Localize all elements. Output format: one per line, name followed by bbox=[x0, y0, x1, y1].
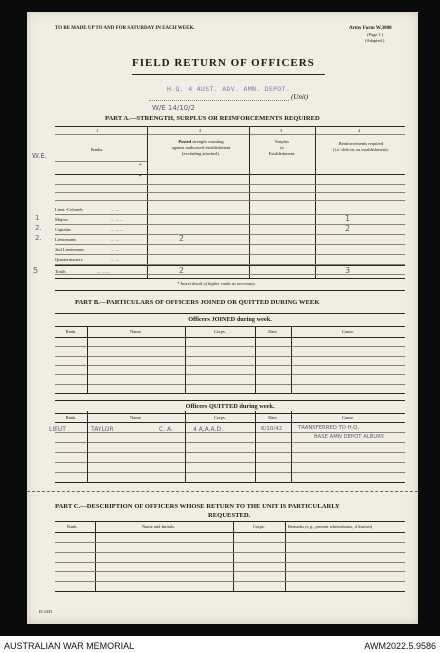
rank-label: 2nd Lieutenants bbox=[55, 247, 84, 252]
rank-hand-count: 1 bbox=[35, 214, 40, 222]
total-reinforcements: 3 bbox=[345, 266, 351, 275]
remarks-pre: Remarks ( bbox=[288, 524, 307, 529]
part-c-bottom-rule bbox=[55, 591, 405, 592]
part-a-row-rule bbox=[55, 214, 405, 215]
quitted-date: 6/10/42 bbox=[261, 426, 283, 432]
col-posted-header-bold: Posted bbox=[178, 139, 192, 144]
footer-left: AUSTRALIAN WAR MEMORIAL bbox=[4, 641, 135, 651]
table-row bbox=[55, 384, 405, 385]
quitted-cause-line1: TRANSFERRED TO H.Q. bbox=[298, 425, 360, 431]
col-surplus-header-line1: Surplus bbox=[275, 139, 289, 144]
rank-hand-count: 2. bbox=[35, 234, 42, 242]
column-header: Name. bbox=[130, 415, 142, 420]
table-row bbox=[55, 581, 405, 582]
ranks-col-rule-a bbox=[55, 161, 147, 162]
column-header: Corps. bbox=[214, 329, 226, 334]
part-a-blank-rule bbox=[55, 192, 405, 193]
part-b-heading: PART B.—PARTICULARS OF OFFICERS JOINED OR QUITTED DURING WEEK bbox=[75, 299, 320, 306]
rank-label: Captains bbox=[55, 227, 71, 232]
column-header: Rank. bbox=[65, 415, 77, 420]
rank-dots: ... ... ... bbox=[111, 217, 124, 222]
column-header: Name. bbox=[130, 329, 142, 334]
rank-dots: ... ... bbox=[111, 247, 119, 252]
perforation-line bbox=[27, 491, 418, 492]
column-header: Cause. bbox=[341, 415, 355, 420]
part-a-row-rule bbox=[55, 254, 405, 255]
col-number-1: 1 bbox=[96, 128, 99, 133]
rank-dots: ... ... ... bbox=[111, 227, 124, 232]
table-row bbox=[55, 562, 405, 563]
part-a-heading: PART A.—STRENGTH, SURPLUS OR REINFORCEMENTS REQUIRED bbox=[105, 115, 320, 122]
remarks-ital: e.g. bbox=[306, 524, 314, 529]
col-posted-header-line3: (excluding attached). bbox=[182, 151, 220, 156]
joined-header-rule bbox=[55, 337, 405, 338]
col-ranks-header: Ranks. bbox=[91, 147, 104, 152]
col-reinforcements-header bbox=[317, 141, 405, 153]
column-divider bbox=[291, 411, 292, 482]
col-reinf-header-line1: Reinforcements required bbox=[338, 141, 384, 146]
column-divider bbox=[87, 411, 88, 482]
star-row-2: * bbox=[139, 175, 142, 180]
part-c-col-rank: Rank. bbox=[67, 524, 78, 529]
part-c-col-corps: Corps. bbox=[253, 524, 265, 529]
table-row bbox=[55, 462, 405, 463]
page-title: FIELD RETURN OF OFFICERS bbox=[132, 57, 315, 69]
column-divider bbox=[185, 326, 186, 393]
quitted-initials: C. A. bbox=[159, 426, 173, 433]
totals-dots: ... ... ... bbox=[97, 269, 110, 274]
part-c-top-rule bbox=[55, 521, 405, 522]
part-a-row-rule bbox=[55, 274, 405, 275]
rank-label: Majors bbox=[55, 217, 68, 222]
form-page: (Page 1.) bbox=[367, 32, 384, 37]
footer-right: AWM2022.5.9586 bbox=[364, 641, 436, 651]
table-row bbox=[55, 365, 405, 366]
header-instruction: TO BE MADE UP TO AND FOR SATURDAY IN EACH WEEK. bbox=[55, 26, 195, 31]
rank-label: Lieut.-Colonels bbox=[55, 207, 84, 212]
table-row bbox=[55, 542, 405, 543]
table-row bbox=[55, 552, 405, 553]
col-posted-header-rest: strength counting bbox=[191, 139, 224, 144]
part-a-num-rule bbox=[55, 134, 405, 135]
form-number: Army Form W.3008 bbox=[349, 26, 392, 31]
unit-label: (Unit) bbox=[291, 93, 309, 101]
joined-top-rule bbox=[55, 313, 405, 314]
table-row bbox=[55, 571, 405, 572]
rank-reinforcements: 1 bbox=[345, 214, 351, 223]
part-a-top-rule bbox=[55, 126, 405, 127]
col-surplus-header-line3: Establishment. bbox=[268, 151, 296, 156]
column-divider bbox=[255, 326, 256, 393]
quitted-corps: 4 A.A.A.D. bbox=[193, 426, 223, 433]
part-a-blank-rule bbox=[55, 184, 405, 185]
we-note: W.E. bbox=[32, 152, 47, 160]
remarks-post: , present whereabouts, if known) bbox=[313, 524, 373, 529]
part-c-heading-line2: REQUESTED. bbox=[208, 512, 251, 519]
part-c-heading-line1: PART C.—DESCRIPTION OF OFFICERS WHOSE RETURN TO THE UNIT IS PARTICULARLY bbox=[55, 503, 340, 510]
column-header: Cause. bbox=[341, 329, 355, 334]
part-b-top-rule bbox=[55, 290, 405, 291]
totals-hand: 5 bbox=[33, 266, 39, 275]
quitted-title: Officers QUITTED during week. bbox=[185, 403, 275, 410]
quitted-cause-line2: BASE AMN DEPOT ALBURY. bbox=[314, 434, 385, 440]
star-row-1: * bbox=[139, 164, 142, 169]
part-a-row-rule bbox=[55, 224, 405, 225]
col-posted-header bbox=[155, 139, 247, 157]
part-a-row-rule bbox=[55, 234, 405, 235]
col-posted-header-line2: against authorised establishment bbox=[171, 145, 231, 150]
form-sheet bbox=[27, 12, 418, 624]
quitted-title-rule bbox=[55, 413, 405, 414]
part-a-bottom-rule bbox=[55, 278, 405, 279]
table-row bbox=[55, 356, 405, 357]
part-a-footnote: * Insert detail of higher ranks as necessary. bbox=[177, 281, 256, 286]
part-a-row-rule bbox=[55, 244, 405, 245]
part-a-blank-rule bbox=[55, 200, 405, 201]
table-row bbox=[55, 346, 405, 347]
quitted-name: TAYLOR bbox=[91, 426, 114, 433]
rank-reinforcements: 2 bbox=[345, 224, 351, 233]
rank-label: Lieutenants bbox=[55, 237, 76, 242]
part-a-divider-1 bbox=[147, 126, 148, 278]
part-a-divider-2 bbox=[249, 126, 250, 278]
part-a-divider-3 bbox=[315, 126, 316, 278]
quitted-top-rule bbox=[55, 400, 405, 401]
col-surplus-header-line2: to bbox=[280, 145, 284, 150]
totals-label: Totals bbox=[55, 269, 66, 274]
rank-dots: ... ... bbox=[111, 237, 119, 242]
form-adapted: (Adapted.) bbox=[365, 38, 385, 43]
column-divider bbox=[291, 326, 292, 393]
col-number-4: 4 bbox=[358, 128, 361, 133]
table-row bbox=[55, 472, 405, 473]
rank-label: Quartermasters bbox=[55, 257, 83, 262]
part-a-header-rule bbox=[55, 174, 405, 175]
col-reinf-header-line2: (i.e. deficits on establishment). bbox=[333, 147, 389, 152]
part-c-header-rule bbox=[55, 532, 405, 533]
quitted-header-rule bbox=[55, 422, 405, 423]
column-header: Date. bbox=[268, 415, 278, 420]
rank-hand-count: 2. bbox=[35, 224, 42, 232]
total-posted: 2 bbox=[179, 266, 185, 275]
col-number-3: 3 bbox=[280, 128, 283, 133]
part-a-row-rule bbox=[55, 264, 405, 265]
quitted-rank: LIEUT bbox=[49, 426, 66, 433]
title-underline bbox=[132, 74, 325, 75]
unit-line bbox=[149, 100, 289, 101]
column-header: Corps. bbox=[214, 415, 226, 420]
quitted-bottom-rule bbox=[55, 482, 405, 483]
part-c-col-name: Name and Initials. bbox=[142, 524, 176, 529]
column-header: Date. bbox=[268, 329, 278, 334]
table-row bbox=[55, 374, 405, 375]
joined-title-rule bbox=[55, 326, 405, 327]
column-divider bbox=[255, 411, 256, 482]
column-divider bbox=[185, 411, 186, 482]
joined-bottom-rule bbox=[55, 393, 405, 394]
table-row bbox=[55, 442, 405, 443]
unit-stamp: H.Q. 4 AUST. ADV. AMN. DEPOT. bbox=[167, 85, 291, 93]
part-c-col-remarks bbox=[288, 524, 372, 529]
joined-title: Officers JOINED during week. bbox=[188, 316, 272, 323]
column-header: Rank. bbox=[65, 329, 77, 334]
rank-dots: ... ... bbox=[111, 207, 119, 212]
rank-posted: 2 bbox=[179, 234, 185, 243]
week-ending-note: W/E 14/10/2 bbox=[152, 104, 195, 112]
archive-footer bbox=[0, 636, 440, 653]
column-divider bbox=[87, 326, 88, 393]
rank-dots: ... ... bbox=[111, 257, 119, 262]
print-code: D.3433 bbox=[39, 609, 53, 614]
col-surplus-header bbox=[251, 139, 313, 157]
col-number-2: 2 bbox=[199, 128, 202, 133]
table-row bbox=[55, 432, 405, 433]
part-a-totals-rule bbox=[55, 265, 405, 266]
table-row bbox=[55, 452, 405, 453]
